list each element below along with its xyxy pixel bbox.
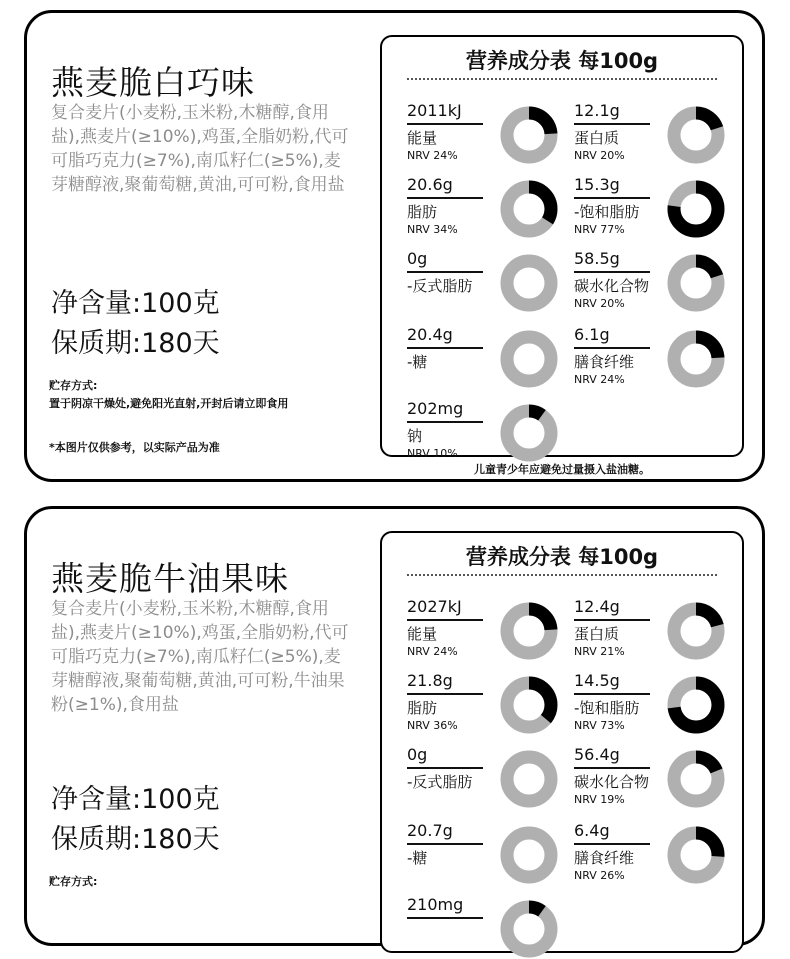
ingredients-text: 复合麦片(小麦粉,玉米粉,木糖醇,食用盐),燕麦片(≥10%),鸡蛋,全脂奶粉,代可可脂巧克力(≥7%),南瓜籽仁(≥5%),麦芽糖醇液,聚葡萄糖,黄油,可可粉,食用盐	[51, 103, 349, 195]
nutrient-item	[574, 325, 734, 389]
nutrient-item	[574, 101, 734, 165]
nutrient-nrv: NRV 34%	[407, 223, 458, 236]
nutrient-value: 12.1g	[574, 101, 620, 120]
nrv-donut-chart	[666, 179, 726, 239]
disclaimer: *本图片仅供参考，以实际产品为准	[49, 441, 220, 454]
nutrient-name: -反式脂肪	[407, 773, 473, 791]
nutrient-item	[574, 175, 734, 239]
nrv-donut-chart	[499, 329, 559, 389]
value-underline	[407, 347, 483, 349]
nutrient-name: 碳水化合物	[574, 773, 650, 791]
nrv-donut-chart	[666, 329, 726, 389]
nutrient-name: -饱和脂肪	[574, 203, 640, 221]
nutrient-item	[407, 175, 567, 239]
value-underline	[574, 347, 650, 349]
nutrient-nrv: NRV 77%	[574, 223, 625, 236]
nutrient-item	[407, 745, 567, 809]
nutrient-nrv: NRV 36%	[407, 719, 458, 732]
nutrient-value: 21.8g	[407, 671, 453, 690]
ingredients-text: 复合麦片(小麦粉,玉米粉,木糖醇,食用盐),燕麦片(≥10%),鸡蛋,全脂奶粉,代可可脂巧克力(≥7%),南瓜籽仁(≥5%),麦芽糖醇液,聚葡萄糖,黄油,可可粉,牛油果粉(≥1%),食用盐	[51, 599, 349, 715]
product-card-white-chocolate	[24, 10, 765, 482]
nutrient-name: 脂肪	[407, 699, 438, 717]
value-underline	[574, 619, 650, 621]
nrv-donut-chart	[499, 403, 559, 463]
nrv-donut-chart	[499, 253, 559, 313]
nrv-donut-chart	[499, 825, 559, 885]
net-weight: 净含量:100克	[51, 288, 220, 319]
value-underline	[574, 271, 650, 273]
nutrient-item	[407, 821, 567, 885]
nrv-donut-chart	[666, 749, 726, 809]
value-underline	[407, 271, 483, 273]
nrv-donut-chart	[666, 105, 726, 165]
nutrition-table	[380, 531, 744, 953]
nutrient-item	[574, 821, 734, 885]
donut-track	[507, 907, 551, 951]
nutrient-name: -糖	[407, 849, 428, 867]
nutrient-item	[407, 597, 567, 661]
donut-track	[507, 411, 551, 455]
nutrient-name: -反式脂肪	[407, 277, 473, 295]
nutrient-item	[407, 249, 567, 313]
nutrient-item	[407, 895, 567, 959]
value-underline	[574, 693, 650, 695]
value-underline	[574, 767, 650, 769]
nutrient-value: 14.5g	[574, 671, 620, 690]
storage-text: 置于阴凉干燥处,避免阳光直射,开封后请立即食用	[49, 397, 289, 410]
value-underline	[407, 767, 483, 769]
nutrient-nrv: NRV 26%	[574, 869, 625, 882]
storage-heading: 贮存方式:	[49, 379, 98, 392]
nutrient-item	[574, 671, 734, 735]
product-title: 燕麦脆白巧味	[51, 63, 255, 102]
nrv-donut-chart	[666, 601, 726, 661]
nutrient-value: 56.4g	[574, 745, 620, 764]
nutrient-value: 210mg	[407, 895, 464, 914]
value-underline	[407, 843, 483, 845]
net-weight: 净含量:100克	[51, 784, 220, 815]
nutrition-table	[380, 35, 744, 460]
nutrient-value: 0g	[407, 745, 428, 764]
nutrient-value: 202mg	[407, 399, 464, 418]
nutrient-nrv: NRV 19%	[574, 793, 625, 806]
value-underline	[407, 123, 483, 125]
donut-track	[507, 337, 551, 381]
nutrient-nrv: NRV 24%	[407, 149, 458, 162]
nutrient-value: 12.4g	[574, 597, 620, 616]
nutrition-footer: 儿童青少年应避免过量摄入盐油糖。	[474, 463, 650, 476]
nutrient-value: 0g	[407, 249, 428, 268]
nrv-donut-chart	[499, 899, 559, 959]
value-underline	[407, 693, 483, 695]
nrv-donut-chart	[666, 675, 726, 735]
nutrient-value: 2011kJ	[407, 101, 462, 120]
nutrient-nrv: NRV 24%	[574, 373, 625, 386]
nutrient-nrv: NRV 10%	[407, 447, 458, 460]
nutrient-item	[407, 671, 567, 735]
donut-track	[507, 833, 551, 877]
nutrient-value: 15.3g	[574, 175, 620, 194]
value-underline	[574, 197, 650, 199]
nutrient-item	[407, 325, 567, 389]
value-underline	[574, 843, 650, 845]
value-underline	[574, 123, 650, 125]
donut-track	[507, 757, 551, 801]
title-divider	[407, 574, 717, 576]
nutrient-name: 能量	[407, 625, 438, 643]
nutrient-value: 6.1g	[574, 325, 610, 344]
nutrient-name: 蛋白质	[574, 129, 620, 147]
nutrient-name: -饱和脂肪	[574, 699, 640, 717]
value-underline	[407, 421, 483, 423]
title-divider	[407, 78, 717, 80]
nutrient-name: 蛋白质	[574, 625, 620, 643]
nutrient-item	[407, 101, 567, 165]
nutrient-nrv: NRV 73%	[574, 719, 625, 732]
nutrition-title: 营养成分表 每100g	[465, 49, 659, 73]
nutrient-nrv: NRV 20%	[574, 297, 625, 310]
nutrient-name: 钠	[407, 427, 423, 445]
nrv-donut-chart	[499, 105, 559, 165]
nutrient-nrv: NRV 24%	[407, 645, 458, 658]
value-underline	[407, 197, 483, 199]
value-underline	[407, 619, 483, 621]
donut-track	[507, 261, 551, 305]
nutrition-title: 营养成分表 每100g	[465, 545, 659, 569]
storage-heading: 贮存方式:	[49, 875, 98, 888]
nrv-donut-chart	[666, 253, 726, 313]
nutrient-value: 6.4g	[574, 821, 610, 840]
nrv-donut-chart	[499, 749, 559, 809]
nutrient-name: 脂肪	[407, 203, 438, 221]
nutrient-value: 2027kJ	[407, 597, 462, 616]
value-underline	[407, 917, 483, 919]
nutrient-value: 20.7g	[407, 821, 453, 840]
nutrient-name: 膳食纤维	[574, 849, 635, 867]
nutrient-item	[574, 597, 734, 661]
nutrient-nrv: NRV 20%	[574, 149, 625, 162]
nrv-donut-chart	[499, 675, 559, 735]
shelf-life: 保质期:180天	[51, 824, 220, 855]
nutrient-value: 20.4g	[407, 325, 453, 344]
nutrient-item	[407, 399, 567, 463]
nutrient-name: 碳水化合物	[574, 277, 650, 295]
nutrient-value: 58.5g	[574, 249, 620, 268]
nutrient-name: 能量	[407, 129, 438, 147]
nutrient-item	[574, 249, 734, 313]
nrv-donut-chart	[666, 825, 726, 885]
shelf-life: 保质期:180天	[51, 328, 220, 359]
nrv-donut-chart	[499, 179, 559, 239]
nutrient-nrv: NRV 21%	[574, 645, 625, 658]
product-card-avocado	[24, 506, 765, 946]
product-title: 燕麦脆牛油果味	[51, 559, 289, 598]
nrv-donut-chart	[499, 601, 559, 661]
nutrient-value: 20.6g	[407, 175, 453, 194]
nutrient-item	[574, 745, 734, 809]
nutrient-name: 膳食纤维	[574, 353, 635, 371]
nutrient-name: -糖	[407, 353, 428, 371]
